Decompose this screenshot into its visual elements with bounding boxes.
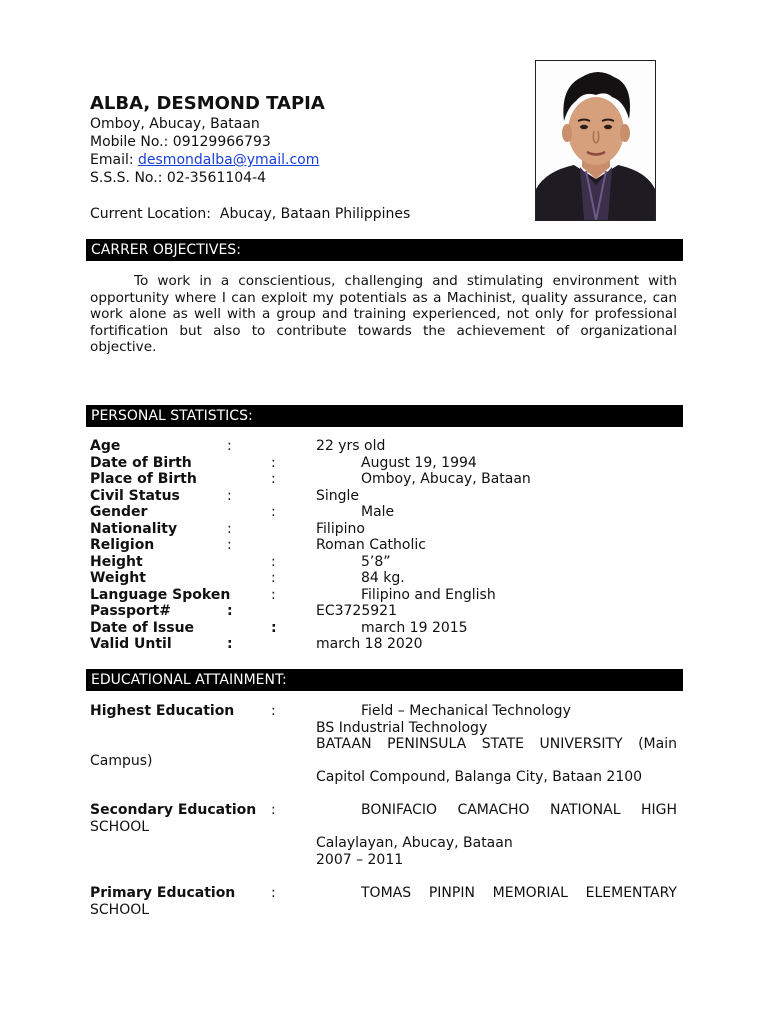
stat-row-valid-until — [90, 636, 690, 653]
edu-school-cont: Campus) — [90, 753, 153, 769]
stat-label: Passport# — [90, 603, 171, 619]
stat-value: march 19 2015 — [361, 620, 468, 636]
stat-colon: : — [227, 603, 233, 619]
stat-label: Age — [90, 438, 121, 454]
edu-school-primary — [361, 885, 677, 902]
location-value: Abucay, Bataan Philippines — [219, 206, 411, 222]
stat-value: Male — [361, 504, 395, 520]
stat-value: August 19, 1994 — [361, 455, 477, 471]
stat-colon: : — [271, 504, 276, 520]
stat-row-nationality — [90, 521, 690, 538]
school-word: CAMACHO — [457, 802, 530, 818]
edu-address: Capitol Compound, Balanga City, Bataan 2100 — [316, 769, 643, 785]
stat-row-weight — [90, 570, 690, 587]
edu-school-highest — [316, 736, 677, 753]
school-word: PENINSULA — [387, 736, 467, 752]
edu-years: 2007 – 2011 — [316, 852, 404, 868]
stat-value: 84 kg. — [361, 570, 405, 586]
stat-colon: : — [271, 587, 276, 603]
stat-colon: : — [227, 636, 233, 652]
stat-value: march 18 2020 — [316, 636, 423, 652]
stat-value: Omboy, Abucay, Bataan — [361, 471, 531, 487]
edu-colon: : — [271, 802, 276, 818]
email-link[interactable]: desmondalba@ymail.com — [138, 152, 320, 168]
stat-label: Language Spoken — [90, 587, 231, 603]
stat-row-height — [90, 554, 690, 571]
stat-row-civil-status — [90, 488, 690, 505]
stat-row-date-of-birth — [90, 455, 690, 472]
stat-value: Filipino — [316, 521, 365, 537]
stat-colon: : — [227, 488, 232, 504]
stat-label: Nationality — [90, 521, 178, 537]
stat-colon: : — [271, 455, 276, 471]
school-word: BONIFACIO — [361, 802, 438, 818]
stat-colon: : — [227, 438, 232, 454]
stat-colon: : — [271, 471, 276, 487]
current-location-line — [90, 205, 410, 223]
stat-label: Civil Status — [90, 488, 180, 504]
mobile-number: 09129966793 — [172, 134, 271, 150]
school-word: MEMORIAL — [492, 885, 568, 901]
edu-school-cont: SCHOOL — [90, 902, 150, 918]
school-word: TOMAS — [361, 885, 412, 901]
school-word: BATAAN — [316, 736, 372, 752]
stat-colon: : — [227, 537, 232, 553]
applicant-photo — [535, 60, 656, 221]
email-label: Email: — [90, 152, 139, 168]
edu-school-secondary — [361, 802, 677, 819]
edu-address: Calaylayan, Abucay, Bataan — [316, 835, 513, 851]
stat-row-language — [90, 587, 690, 604]
edu-school-cont: SCHOOL — [90, 819, 150, 835]
mobile-line — [90, 133, 271, 151]
objective-text: To work in a conscientious, challenging and stimulating environment with opportunity where I can exploit my potentials as a Machinist, quality assurance, can work alone as well with a group and training experienced, not only for professional fortification but also to contribute towards the achievement of organizational objective. — [90, 273, 677, 356]
stat-value: Single — [316, 488, 360, 504]
stat-row-date-of-issue — [90, 620, 690, 637]
school-word: STATE — [481, 736, 524, 752]
stat-value: Roman Catholic — [316, 537, 426, 553]
portrait-image — [536, 61, 655, 220]
section-header-personal: PERSONAL STATISTICS: — [86, 405, 683, 427]
stat-colon: : — [271, 570, 276, 586]
stat-label: Height — [90, 554, 143, 570]
school-word: (Main — [638, 736, 677, 752]
email-line — [90, 151, 319, 169]
mobile-label: Mobile No.: — [90, 134, 173, 150]
section-header-education: EDUCATIONAL ATTAINMENT: — [86, 669, 683, 691]
school-word: NATIONAL — [549, 802, 621, 818]
stat-label: Valid Until — [90, 636, 172, 652]
stat-colon: : — [271, 554, 276, 570]
sss-number: 02-3561104-4 — [166, 170, 267, 186]
school-word: HIGH — [640, 802, 677, 818]
edu-field: Field – Mechanical Technology — [361, 703, 571, 719]
stat-value: 5’8” — [361, 554, 391, 570]
edu-colon: : — [271, 885, 276, 901]
stat-label: Date of Birth — [90, 455, 192, 471]
stat-label: Place of Birth — [90, 471, 197, 487]
stat-row-gender — [90, 504, 690, 521]
edu-label-secondary: Secondary Education — [90, 802, 257, 818]
location-label: Current Location: — [90, 206, 211, 222]
school-word: ELEMENTARY — [585, 885, 677, 901]
school-word: PINPIN — [428, 885, 475, 901]
stat-value: 22 yrs old — [316, 438, 386, 454]
edu-label-primary: Primary Education — [90, 885, 236, 901]
edu-label-highest: Highest Education — [90, 703, 235, 719]
stat-colon: : — [271, 620, 277, 636]
stat-row-place-of-birth — [90, 471, 690, 488]
section-header-objectives: CARRER OBJECTIVES: — [86, 239, 683, 261]
school-word: UNIVERSITY — [539, 736, 623, 752]
stat-label: Date of Issue — [90, 620, 195, 636]
edu-colon: : — [271, 703, 276, 719]
stat-row-passport — [90, 603, 690, 620]
stat-row-age — [90, 438, 690, 455]
applicant-name: ALBA, DESMOND TAPIA — [90, 93, 325, 114]
stat-row-religion — [90, 537, 690, 554]
address: Omboy, Abucay, Bataan — [90, 116, 260, 132]
objective-paragraph — [90, 273, 677, 356]
stat-label: Religion — [90, 537, 155, 553]
stat-value: Filipino and English — [361, 587, 496, 603]
stat-label: Weight — [90, 570, 146, 586]
edu-course: BS Industrial Technology — [316, 720, 488, 736]
stat-label: Gender — [90, 504, 148, 520]
stat-value: EC3725921 — [316, 603, 397, 619]
sss-label: S.S.S. No.: — [90, 170, 167, 186]
sss-line — [90, 169, 266, 187]
stat-colon: : — [227, 521, 232, 537]
